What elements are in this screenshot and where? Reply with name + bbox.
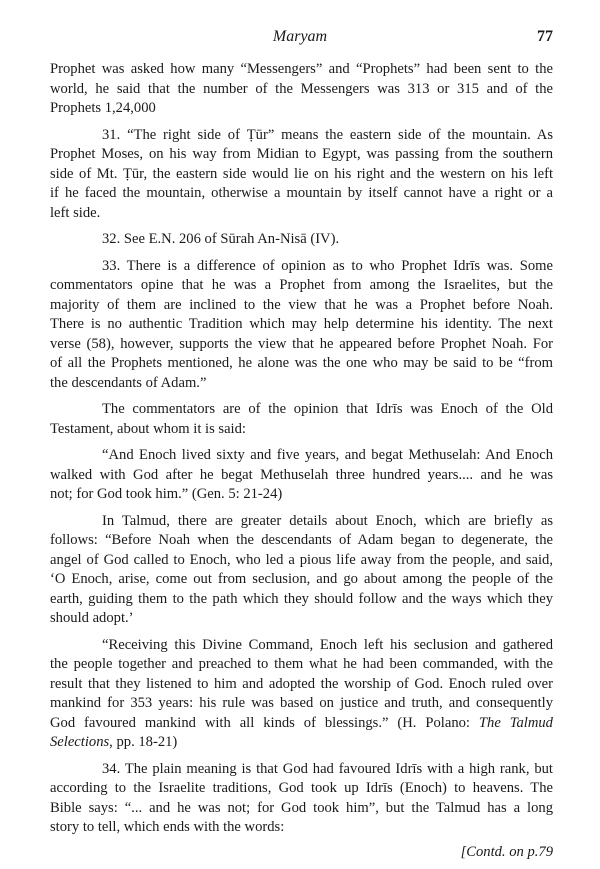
text-line: result that they listened to him and adopted the worship of God. Enoch ruled over xyxy=(50,675,553,692)
text-line: the people together and preached to them what he had been commanded, with the xyxy=(50,656,553,672)
text-line: walked with God after he begat Methuselah three hundred years.... and he was xyxy=(50,466,553,483)
text-line: mankind for 353 years: his rule was based on justice and truth, and consequently xyxy=(50,695,553,711)
page-body xyxy=(50,60,553,862)
text-line: left side. xyxy=(50,204,101,221)
text-line: Prophets 1,24,000 xyxy=(50,100,156,116)
text-line: 34. The plain meaning is that God had favoured Idrīs with a high rank, but xyxy=(102,760,553,777)
text-line: In Talmud, there are greater details about Enoch, which are briefly as xyxy=(102,512,553,529)
text-line: verse (58), however, supports the view that he appeared before Prophet Noah. For xyxy=(50,335,553,352)
paragraph-list xyxy=(50,60,553,838)
text-line xyxy=(50,714,553,734)
text-line: “And Enoch lived sixty and five years, and begat Methuselah: And Enoch xyxy=(102,447,553,463)
chapter-title: Maryam xyxy=(272,28,328,45)
text-line: Testament, about whom it is said: xyxy=(50,420,246,437)
text-line: Prophet was asked how many “Messengers” and “Prophets” had been sent to the xyxy=(50,61,553,77)
text-line: There is no authentic Tradition which may help determine his identity. The next xyxy=(50,316,553,332)
paragraph-note-33-genesis xyxy=(50,446,553,505)
text-line: side of Mt. Ṭūr, the eastern side would lie on his right and the western on his left xyxy=(50,165,553,182)
text-line xyxy=(50,733,553,753)
paragraph-note-34 xyxy=(50,760,553,838)
text-line: earth, guiding them to the path which they should follow and the ways which they xyxy=(50,590,553,607)
text-line: The commentators are of the opinion that Idrīs was Enoch of the Old xyxy=(102,401,553,417)
text-line: commentators opine that he was a Prophet from among the Israelites, but the xyxy=(50,277,553,293)
paragraph-note-33-commentators xyxy=(50,400,553,439)
text-line: Bible says: “... and he was not; for God took him”, but the Talmud has a long xyxy=(50,799,553,816)
paragraph-note-33-receiving xyxy=(50,636,553,753)
continued-note: [Contd. on p.79 xyxy=(460,843,553,860)
book-title-italic: Selections xyxy=(50,734,110,750)
text-line: if he faced the mountain, otherwise a mountain by itself cannot have a right or a xyxy=(50,185,553,201)
text-line: 32. See E.N. 206 of Sūrah An-Nisā (IV). xyxy=(102,231,340,247)
text-line: story to tell, which ends with the words: xyxy=(50,819,285,835)
text-line: not; for God took him.” (Gen. 5: 21-24) xyxy=(50,486,283,502)
text-segment: God favoured mankind with all kinds of blessings.” (H. Polano: xyxy=(50,714,479,731)
paragraph-note-33-talmud xyxy=(50,512,553,629)
paragraph-note-33 xyxy=(50,257,553,394)
text-line: angel of God called to Enoch, who led a pious life away from the people, and said, xyxy=(50,551,553,568)
text-line: Prophet Moses, on his way from Midian to Egypt, was passing from the southern xyxy=(50,146,553,162)
text-segment: , pp. 18-21) xyxy=(109,734,178,750)
text-line: the descendants of Adam.” xyxy=(50,374,207,391)
text-line: 33. There is a difference of opinion as to who Prophet Idrīs was. Some xyxy=(102,257,553,274)
text-line: 31. “The right side of Ṭūr” means the eastern side of the mountain. As xyxy=(102,126,553,143)
text-line: should adopt.’ xyxy=(50,610,134,626)
paragraph-p-cont xyxy=(50,60,553,119)
text-line: majority of them are inclined to the view that he was a Prophet before Noah. xyxy=(50,296,553,313)
book-title-italic: The Talmud xyxy=(478,714,553,731)
text-line: of all the Prophets mentioned, he alone was the one who may be said to be “from xyxy=(50,355,553,371)
text-line: according to the Israelite traditions, God took up Idrīs (Enoch) to heavens. The xyxy=(50,780,553,796)
text-line: world, he said that the number of the Messengers was 313 or 315 and of the xyxy=(50,80,553,97)
text-line: “Receiving this Divine Command, Enoch left his seclusion and gathered xyxy=(102,636,553,653)
text-line: ‘O Enoch, arise, come out from seclusion, and go about among the people of the xyxy=(50,571,553,587)
paragraph-note-32 xyxy=(50,230,553,250)
paragraph-note-31 xyxy=(50,126,553,224)
page-number: 77 xyxy=(537,28,553,45)
text-line: follows: “Before Noah when the descendants of Adam began to degenerate, the xyxy=(50,532,553,548)
